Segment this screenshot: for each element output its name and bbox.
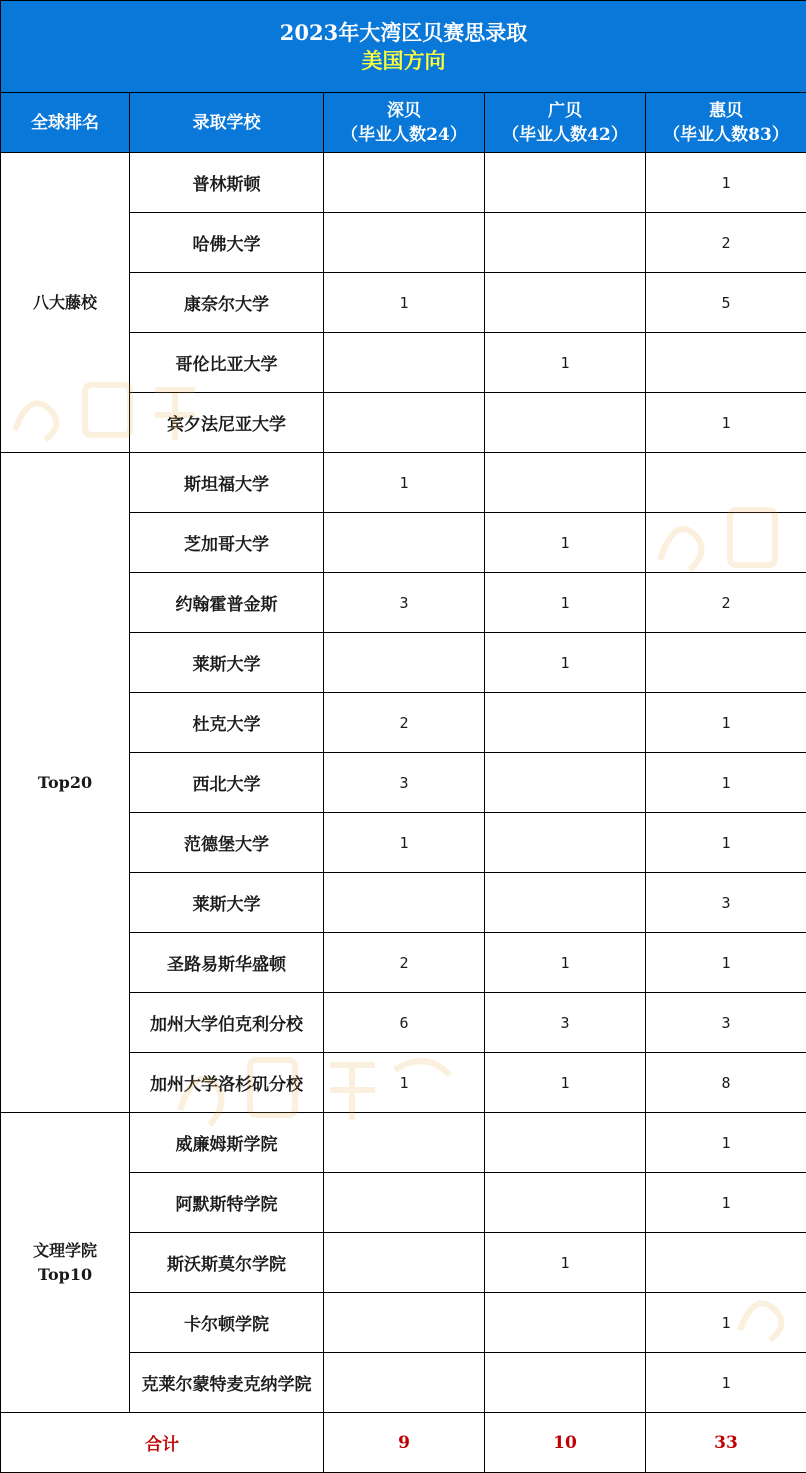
admission-count	[324, 873, 485, 933]
school-name: 斯坦福大学	[130, 453, 324, 513]
admission-count	[485, 1353, 646, 1413]
school-name: 普林斯顿	[130, 153, 324, 213]
admission-count: 3	[324, 753, 485, 813]
admission-count: 3	[485, 993, 646, 1053]
admission-count: 1	[324, 1053, 485, 1113]
total-count: 10	[485, 1413, 646, 1473]
admission-count	[324, 1353, 485, 1413]
admission-count: 2	[646, 213, 806, 273]
school-name: 莱斯大学	[130, 633, 324, 693]
header-col-1	[324, 93, 485, 153]
school-name: 斯沃斯莫尔学院	[130, 1233, 324, 1293]
admission-count	[485, 813, 646, 873]
admission-count: 1	[646, 1293, 806, 1353]
header-rank: 全球排名	[1, 93, 130, 153]
school-name: 杜克大学	[130, 693, 324, 753]
admission-count	[324, 153, 485, 213]
total-row	[1, 1413, 806, 1473]
school-name: 威廉姆斯学院	[130, 1113, 324, 1173]
admission-count	[646, 1233, 806, 1293]
admission-count	[324, 1173, 485, 1233]
admission-count: 2	[324, 933, 485, 993]
admission-count: 6	[324, 993, 485, 1053]
admission-count: 1	[485, 333, 646, 393]
admission-count: 1	[485, 513, 646, 573]
table-row	[1, 1113, 806, 1173]
school-name: 克莱尔蒙特麦克纳学院	[130, 1353, 324, 1413]
header-col-3	[646, 93, 806, 153]
admission-count: 2	[646, 573, 806, 633]
admission-count: 1	[646, 813, 806, 873]
total-count: 9	[324, 1413, 485, 1473]
admission-count	[485, 153, 646, 213]
admission-count: 1	[646, 1353, 806, 1413]
school-name: 康奈尔大学	[130, 273, 324, 333]
header-col-name: 惠贝	[709, 100, 743, 121]
admission-count: 2	[324, 693, 485, 753]
header-col-name: 深贝	[387, 100, 421, 121]
admission-count: 3	[324, 573, 485, 633]
group-label-line: 文理学院	[32, 1240, 97, 1260]
table-row	[1, 453, 806, 513]
school-name: 范德堡大学	[130, 813, 324, 873]
admission-count: 1	[485, 633, 646, 693]
admission-count: 5	[646, 273, 806, 333]
school-name: 芝加哥大学	[130, 513, 324, 573]
admission-count: 1	[646, 1173, 806, 1233]
group-label-line: Top20	[37, 772, 93, 792]
school-name: 哈佛大学	[130, 213, 324, 273]
school-name: 莱斯大学	[130, 873, 324, 933]
school-name: 阿默斯特学院	[130, 1173, 324, 1233]
admission-count	[646, 453, 806, 513]
admission-count: 1	[646, 693, 806, 753]
school-name: 卡尔顿学院	[130, 1293, 324, 1353]
school-name: 西北大学	[130, 753, 324, 813]
school-name: 圣路易斯华盛顿	[130, 933, 324, 993]
school-name: 加州大学洛杉矶分校	[130, 1053, 324, 1113]
admission-count: 1	[485, 933, 646, 993]
admission-count	[485, 1173, 646, 1233]
admission-count	[324, 393, 485, 453]
school-name: 约翰霍普金斯	[130, 573, 324, 633]
admission-count	[324, 513, 485, 573]
admission-count	[324, 1233, 485, 1293]
school-name: 哥伦比亚大学	[130, 333, 324, 393]
admission-count	[324, 1293, 485, 1353]
admission-count: 1	[485, 1053, 646, 1113]
group-label-line: Top10	[37, 1264, 93, 1284]
admission-count	[646, 513, 806, 573]
header-col-sub: （毕业人数42）	[502, 124, 628, 145]
admission-count: 1	[324, 273, 485, 333]
admission-count	[646, 633, 806, 693]
header-col-2	[485, 93, 646, 153]
admission-count	[324, 333, 485, 393]
group-label	[1, 453, 130, 1113]
admission-count	[485, 1113, 646, 1173]
admission-count: 3	[646, 873, 806, 933]
admission-count	[646, 333, 806, 393]
admission-count	[485, 393, 646, 453]
admission-count: 8	[646, 1053, 806, 1113]
admission-count	[324, 633, 485, 693]
total-count: 33	[646, 1413, 806, 1473]
admission-count: 1	[485, 573, 646, 633]
admission-count	[324, 1113, 485, 1173]
admission-count: 1	[324, 453, 485, 513]
admission-count: 1	[646, 393, 806, 453]
admission-count: 1	[646, 933, 806, 993]
admission-count	[485, 873, 646, 933]
total-label: 合计	[1, 1413, 324, 1473]
title-line-2: 美国方向	[361, 47, 446, 73]
header-col-sub: （毕业人数83）	[663, 124, 789, 145]
admission-count: 1	[646, 1113, 806, 1173]
table-title	[1, 1, 806, 93]
admission-count: 1	[646, 753, 806, 813]
group-label	[1, 153, 130, 453]
title-line-1: 2023年大湾区贝赛思录取	[279, 19, 528, 45]
admission-count	[485, 753, 646, 813]
header-col-sub: （毕业人数24）	[341, 124, 467, 145]
admission-count	[485, 693, 646, 753]
admission-count: 1	[646, 153, 806, 213]
header-school: 录取学校	[130, 93, 324, 153]
admission-count	[485, 453, 646, 513]
admission-count	[485, 273, 646, 333]
school-name: 宾夕法尼亚大学	[130, 393, 324, 453]
table-row	[1, 153, 806, 213]
admission-count	[485, 213, 646, 273]
admission-count: 1	[485, 1233, 646, 1293]
school-name: 加州大学伯克利分校	[130, 993, 324, 1053]
group-label-line: 八大藤校	[32, 292, 97, 312]
admission-count	[485, 1293, 646, 1353]
group-label	[1, 1113, 130, 1413]
admission-count	[324, 213, 485, 273]
header-col-name: 广贝	[548, 100, 582, 121]
admission-count: 3	[646, 993, 806, 1053]
admission-count: 1	[324, 813, 485, 873]
